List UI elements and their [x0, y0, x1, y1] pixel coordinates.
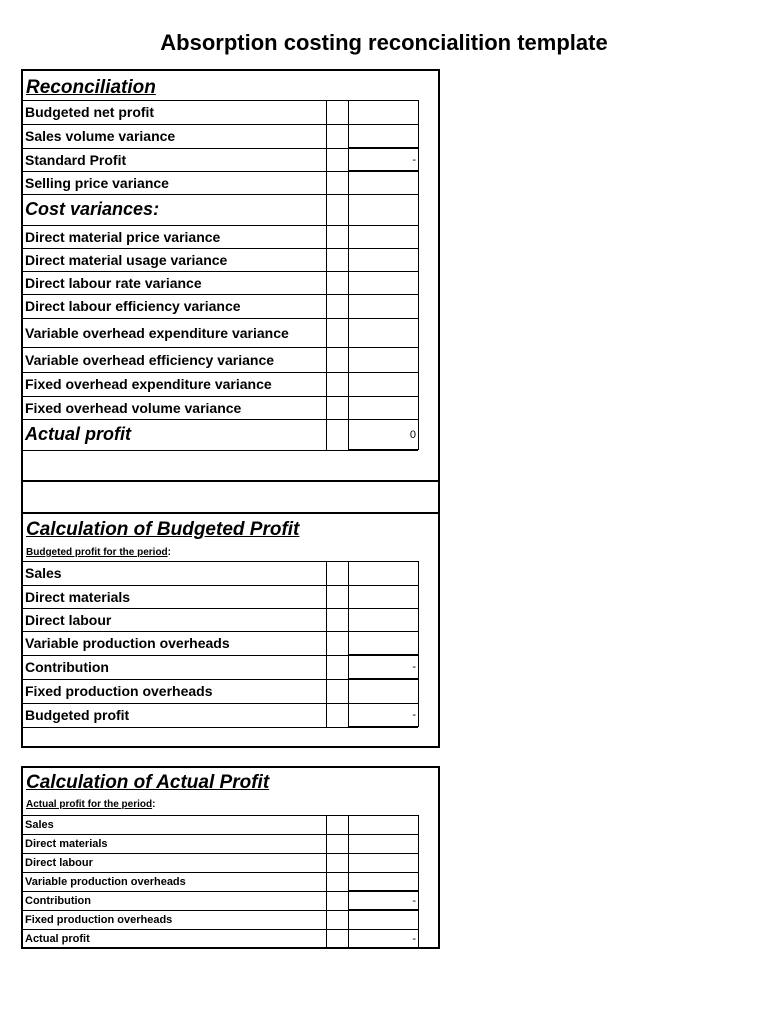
budgeted-row-value[interactable]: -: [412, 709, 416, 721]
reconciliation-row: [22, 419, 418, 450]
grid-hline: [22, 347, 418, 348]
reconciliation-row-value[interactable]: [348, 100, 418, 124]
grid-hline: [22, 271, 418, 272]
budgeted-row-label: Variable production overheads: [25, 635, 230, 651]
reconciliation-row-label: Direct labour efficiency variance: [25, 298, 241, 314]
budgeted-row-label: Fixed production overheads: [25, 683, 213, 699]
actual-row-label: Variable production overheads: [25, 875, 186, 888]
budgeted-row-label: Sales: [25, 565, 62, 581]
reconciliation-row-label: Fixed overhead expenditure variance: [25, 376, 272, 392]
grid-hline: [22, 318, 418, 319]
reconciliation-row-label: Selling price variance: [25, 174, 169, 191]
grid-hline: [22, 225, 418, 226]
reconciliation-row-label: Sales volume variance: [25, 128, 176, 144]
reconciliation-row: [22, 318, 418, 347]
grid-hline: [22, 561, 418, 562]
total-rule: [348, 909, 418, 911]
actual-row-label: Fixed production overheads: [25, 913, 173, 926]
grid-hline: [22, 585, 418, 586]
budgeted-row-label: Contribution: [25, 659, 109, 675]
actual-row-value[interactable]: [348, 853, 418, 872]
reconciliation-row-label: Direct labour rate variance: [25, 274, 202, 291]
budgeted-row-label: Budgeted profit: [25, 707, 130, 723]
spacer-panel: [21, 480, 440, 514]
actual-row-value[interactable]: -: [412, 894, 416, 907]
budgeted-row: [22, 631, 418, 655]
reconciliation-row-value[interactable]: [348, 248, 418, 271]
actual-row-value[interactable]: [348, 834, 418, 853]
grid-hline: [22, 294, 418, 295]
reconciliation-row-label: Direct material usage variance: [25, 251, 228, 268]
budgeted-heading: Calculation of Budgeted Profit: [26, 519, 300, 540]
actual-row-value[interactable]: [348, 815, 418, 834]
reconciliation-row-label: Standard Profit: [25, 151, 127, 168]
grid-hline: [22, 929, 418, 930]
total-rule: [348, 890, 418, 892]
actual-heading: Calculation of Actual Profit: [26, 772, 270, 793]
budgeted-row: [22, 679, 418, 703]
total-rule: [348, 947, 418, 949]
actual-row: [22, 910, 418, 929]
reconciliation-row-value[interactable]: 0: [409, 428, 416, 441]
grid-hline: [22, 608, 418, 609]
reconciliation-row: [22, 372, 418, 396]
reconciliation-row-label: Actual profit: [25, 424, 131, 444]
grid-hline: [22, 703, 418, 704]
actual-row: [22, 929, 418, 948]
budgeted-row: [22, 703, 418, 727]
reconciliation-row: [22, 124, 418, 148]
reconciliation-row: [22, 171, 418, 194]
grid-vline: [418, 100, 419, 450]
reconciliation-row-label: Variable overhead expenditure variance: [25, 324, 289, 341]
reconciliation-row-value[interactable]: [348, 124, 418, 148]
grid-hline: [22, 815, 418, 816]
actual-row-label: Contribution: [25, 894, 91, 907]
actual-row-label: Direct materials: [25, 837, 108, 850]
actual-row: [22, 891, 418, 910]
grid-vline: [418, 815, 419, 948]
reconciliation-row-value[interactable]: [348, 396, 418, 419]
grid-hline: [22, 396, 418, 397]
budgeted-row: [22, 585, 418, 608]
actual-row: [22, 853, 418, 872]
budgeted-row-value[interactable]: [348, 608, 418, 631]
budgeted-row-value[interactable]: [348, 631, 418, 655]
budgeted-row: [22, 561, 418, 585]
budgeted-row-value[interactable]: -: [412, 661, 416, 673]
reconciliation-row: [22, 347, 418, 372]
reconciliation-row: [22, 271, 418, 294]
actual-row-label: Actual profit: [25, 932, 90, 945]
grid-vline: [418, 561, 419, 727]
actual-row-value[interactable]: [348, 910, 418, 929]
reconciliation-row: [22, 100, 418, 124]
actual-row-label: Sales: [25, 818, 54, 831]
grid-hline: [22, 853, 418, 854]
actual-row: [22, 815, 418, 834]
actual-row-label: Direct labour: [25, 856, 93, 869]
actual-row: [22, 872, 418, 891]
grid-hline: [22, 194, 418, 195]
reconciliation-row: [22, 248, 418, 271]
reconciliation-row: [22, 225, 418, 248]
actual-subheading: Actual profit for the period:: [26, 799, 156, 810]
actual-row-value[interactable]: -: [412, 932, 416, 945]
reconciliation-row-label: Fixed overhead volume variance: [25, 399, 242, 416]
grid-hline: [22, 100, 418, 101]
reconciliation-row: [22, 294, 418, 318]
total-rule: [348, 449, 418, 451]
budgeted-row-value[interactable]: [348, 585, 418, 608]
grid-hline: [22, 124, 418, 125]
reconciliation-row-label: Variable overhead efficiency variance: [25, 351, 275, 368]
reconciliation-row-label: Budgeted net profit: [25, 104, 155, 120]
budgeted-row: [22, 655, 418, 679]
grid-hline: [22, 248, 418, 249]
page-title: Absorption costing reconcialition template: [160, 30, 608, 55]
reconciliation-heading: Reconciliation: [26, 77, 156, 98]
reconciliation-row-value[interactable]: [348, 225, 418, 248]
reconciliation-row-value[interactable]: [348, 347, 418, 372]
actual-row: [22, 834, 418, 853]
grid-hline: [22, 834, 418, 835]
reconciliation-row-value[interactable]: [348, 318, 418, 347]
budgeted-row-label: Direct materials: [25, 588, 131, 605]
total-rule: [348, 170, 418, 172]
reconciliation-row-value[interactable]: -: [412, 153, 416, 166]
budgeted-row-value[interactable]: [348, 561, 418, 585]
budgeted-row-label: Direct labour: [25, 611, 112, 628]
reconciliation-row: [22, 194, 418, 225]
total-rule: [348, 726, 418, 728]
grid-hline: [22, 419, 418, 420]
reconciliation-row-label: Direct material price variance: [25, 228, 221, 245]
grid-hline: [22, 372, 418, 373]
reconciliation-row-label: Cost variances:: [25, 199, 160, 219]
reconciliation-row-value[interactable]: [348, 171, 418, 194]
reconciliation-row-value[interactable]: [348, 294, 418, 318]
total-rule: [348, 654, 418, 656]
total-rule: [348, 678, 418, 680]
reconciliation-row-value[interactable]: [348, 271, 418, 294]
actual-row-value[interactable]: [348, 872, 418, 891]
grid-hline: [22, 872, 418, 873]
reconciliation-row-value[interactable]: [348, 194, 418, 225]
reconciliation-row: [22, 396, 418, 419]
budgeted-subheading: Budgeted profit for the period:: [26, 547, 171, 558]
reconciliation-row: [22, 148, 418, 171]
total-rule: [348, 147, 418, 149]
budgeted-row: [22, 608, 418, 631]
reconciliation-row-value[interactable]: [348, 372, 418, 396]
budgeted-row-value[interactable]: [348, 679, 418, 703]
grid-hline: [22, 631, 418, 632]
